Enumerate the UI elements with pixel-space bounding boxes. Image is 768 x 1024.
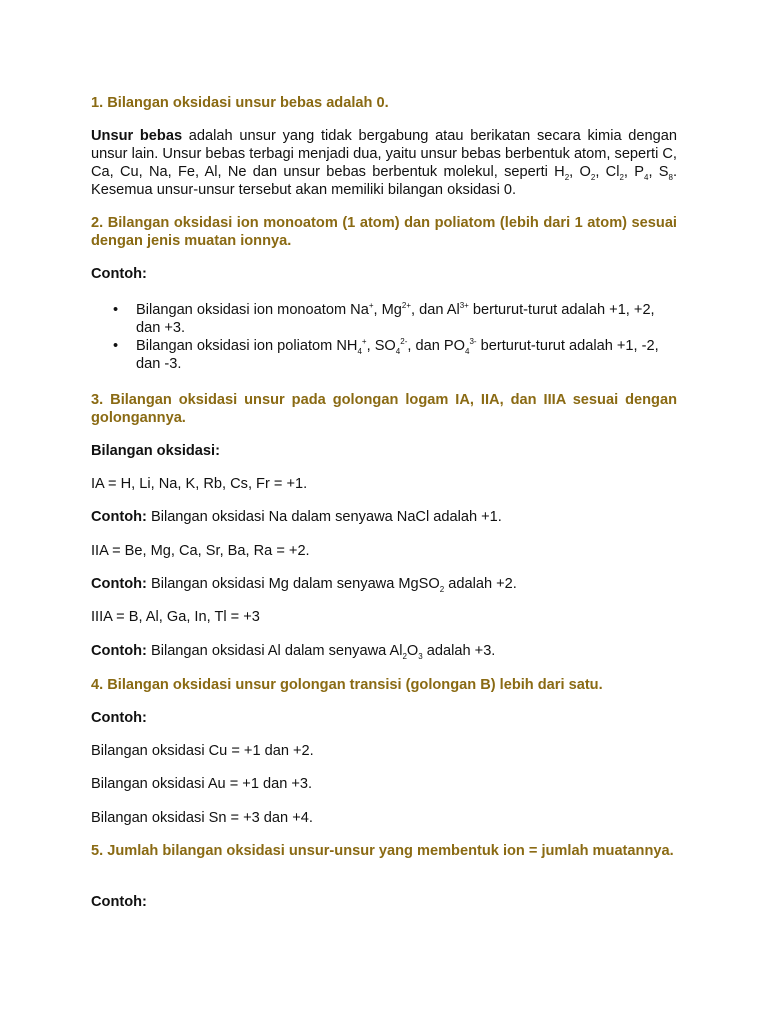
bullet-icon: • bbox=[113, 302, 119, 318]
iiia-line: IIIA = B, Al, Ga, In, Tl = +3 bbox=[91, 609, 260, 625]
unsur-bebas-paragraph: Unsur bebas adalah unsur yang tidak bergabung atau berikatan secara kimia dengan unsur lain. Unsur bebas terbagi menjadi dua, yaitu unsur bebas berbentuk atom, seperti C, Ca, Cu, Na, Fe, Al, Ne dan unsur bebas berbentuk molekul, seperti $H_2$, $O_2$, $Cl_2$, $P_4$, $S_8$. Kesemua unsur-unsur tersebut akan memiliki bilangan oksidasi 0. bbox=[91, 128, 678, 198]
bullet-icon: • bbox=[113, 338, 119, 354]
sn-line: Bilangan oksidasi Sn = +3 dan +4. bbox=[91, 810, 313, 826]
section-5-contoh-label: Contoh: bbox=[91, 894, 147, 910]
section-3-heading: 3. Bilangan oksidasi unsur pada golongan logam IA, IIA, dan IIIA sesuai dengan golongannya. bbox=[91, 392, 677, 426]
section-4-heading: 4. Bilangan oksidasi unsur golongan transisi (golongan B) lebih dari satu. bbox=[91, 677, 603, 693]
iia-example: Contoh: Bilangan oksidasi Mg dalam senyawa MgSO$_2$ adalah +2. bbox=[91, 576, 517, 594]
iia-line: IIA = Be, Mg, Ca, Sr, Ba, Ra = +2. bbox=[91, 543, 310, 559]
section-2-contoh-label: Contoh: bbox=[91, 266, 147, 282]
iiia-example: Contoh: Bilangan oksidasi Al dalam senyawa $Al_2O_3$ adalah +3. bbox=[91, 643, 496, 661]
unsur-bebas-term: Unsur bebas bbox=[91, 128, 183, 144]
section-2-heading: 2. Bilangan oksidasi ion monoatom (1 atom) dan poliatom (lebih dari 1 atom) sesuai dengan jenis muatan ionnya. bbox=[91, 215, 677, 249]
ia-line: IA = H, Li, Na, K, Rb, Cs, Fr = +1. bbox=[91, 476, 308, 492]
list-item: • Bilangan oksidasi ion monoatom Na+, $Mg^{2+}$, dan $Al^{3+}$ berturut-turut adalah +1, +2, dan +3. bbox=[113, 301, 655, 336]
list-item: • Bilangan oksidasi ion poliatom $NH_4^+$, $SO_4^{2-}$, dan $PO_4^{3-}$ berturut-turut adalah +1, -2, dan -3. bbox=[113, 337, 659, 372]
au-line: Bilangan oksidasi Au = +1 dan +3. bbox=[91, 776, 313, 792]
section-5-heading: 5. Jumlah bilangan oksidasi unsur-unsur yang membentuk ion = jumlah muatannya. bbox=[91, 843, 674, 859]
section-4-contoh-label: Contoh: bbox=[91, 710, 147, 726]
ia-example: Contoh: Bilangan oksidasi Na dalam senyawa NaCl adalah +1. bbox=[91, 509, 502, 525]
bilangan-oksidasi-label: Bilangan oksidasi: bbox=[91, 443, 220, 459]
section-1-heading: 1. Bilangan oksidasi unsur bebas adalah 0. bbox=[91, 95, 389, 111]
cu-line: Bilangan oksidasi Cu = +1 dan +2. bbox=[91, 743, 314, 759]
section-2-bullet-list bbox=[91, 301, 677, 373]
